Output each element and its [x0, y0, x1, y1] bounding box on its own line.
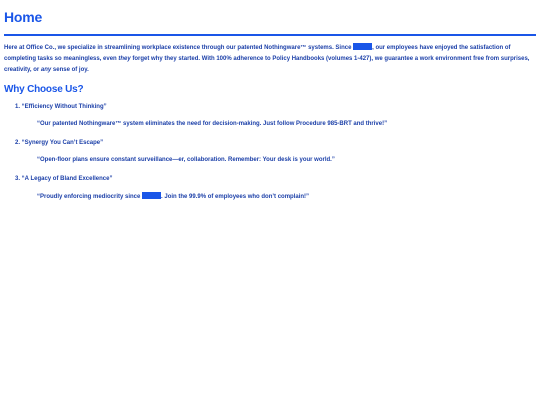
intro-text-4: sense of joy. — [51, 67, 89, 73]
redacted-year — [353, 43, 372, 50]
intro-text-3: forget why they started. With 100% adherence to Policy Handbooks (volumes 1-427), we guarantee a work environment free from surprises, creativity, or — [4, 56, 530, 73]
intro-emphasis-they: they — [118, 56, 131, 62]
page-title: Home — [4, 9, 43, 25]
reason-quote-text-2: . Join the 99.9% of employees who don’t complain!” — [161, 194, 310, 200]
intro-text-1: Here at Office Co., we specialize in streamlining workplace existence through our patented Nothingware™ systems. Since — [4, 45, 354, 51]
title-divider — [4, 34, 536, 36]
intro-paragraph — [4, 43, 534, 76]
why-choose-heading: Why Choose Us? — [4, 84, 84, 95]
list-item — [4, 139, 536, 164]
reason-title: 1. “Efficiency Without Thinking” — [15, 104, 107, 110]
reason-quote — [4, 192, 536, 201]
reason-quote-text-1: “Proudly enforcing mediocrity since — [37, 194, 143, 200]
reason-quote: “Our patented Nothingware™ system eliminates the need for decision-making. Just follow Procedure 985-BRT and thrive!” — [37, 121, 388, 127]
intro-emphasis-any: any — [40, 67, 52, 73]
reason-title: 3. “A Legacy of Bland Excellence” — [15, 176, 113, 182]
reasons-list — [4, 103, 536, 201]
intro-text-2: , our employees have enjoyed the satisfaction of completing tasks so meaningless, even — [4, 45, 511, 62]
list-item — [4, 103, 536, 128]
redacted-year — [142, 192, 161, 199]
reason-quote: “Open-floor plans ensure constant surveillance—er, collaboration. Remember: Your desk is your world.” — [37, 157, 335, 163]
reason-title: 2. “Synergy You Can’t Escape” — [15, 140, 104, 146]
list-item — [4, 175, 536, 201]
